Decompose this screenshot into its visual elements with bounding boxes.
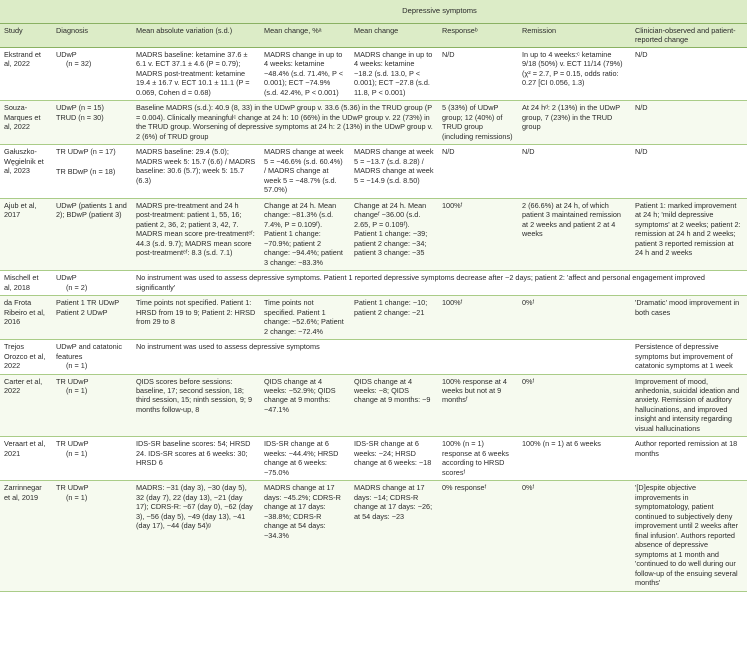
cell-remission: 0%ᶠ	[518, 296, 631, 340]
col-header-clinician: Clinician-observed and patient-reported change	[631, 24, 747, 48]
cell-pct-change: MADRS change in up to 4 weeks: ketamine −48.4% (s.d. 71.4%, P < 0.001); ECT −74.9% (s.d. 42.4%, P < 0.001)	[260, 47, 350, 100]
cell-mav: IDS-SR baseline scores: 54; HRSD 24. IDS-SR scores at 6 weeks: 30; HRSD 6	[132, 437, 260, 481]
cell-mav: Time points not specified. Patient 1: HRSD from 19 to 9; Patient 2: HRSD from 29 to 8	[132, 296, 260, 340]
cell-diagnosis	[52, 340, 132, 374]
diagnosis-line: Patient 1 TR UDwP	[56, 298, 120, 308]
diagnosis-line: TR BDwP (n = 18)	[56, 166, 116, 176]
table-row	[0, 296, 747, 340]
col-header-mean-change: Mean change	[350, 24, 438, 48]
cell-pct-change: IDS-SR change at 6 weeks: −44.4%; HRSD change at 6 weeks: −75.0%	[260, 437, 350, 481]
cell-clinician: '[D]espite objective improvements in symptomatology, patient continued to subjectively deny improvement until 2 weeks after final infusion'. Authors reported absence of depressive symptoms at 1 month and 'continued to do well during our follow-up of the ensuing several months'	[631, 481, 747, 591]
diagnosis-line: (n = 1)	[66, 448, 88, 458]
cell-response: 100%ᶠ	[438, 296, 518, 340]
cell-remission: 2 (66.6%) at 24 h, of which patient 3 maintained remission at 2 weeks and patient 2 at 4 weeks	[518, 198, 631, 270]
header-spacer	[52, 0, 132, 24]
cell-response: 0% responseᶠ	[438, 481, 518, 591]
table-row	[0, 340, 747, 374]
cell-response: 100% (n = 1) response at 6 weeks according to HRSD scoresᶠ	[438, 437, 518, 481]
cell-clinician: N/D	[631, 145, 747, 198]
cell-study: Ajub et al, 2017	[0, 198, 52, 270]
cell-mean-change: MADRS change at 17 days: −14; CDRS-R change at 17 days: −26; at 54 days: −23	[350, 481, 438, 591]
diagnosis-line: TR UDwP	[56, 439, 89, 449]
table-row	[0, 374, 747, 437]
cell-mean-change: MADRS change in up to 4 weeks: ketamine −18.2 (s.d. 13.0, P < 0.001); ECT −27.8 (s.d. 11.8, P < 0.001)	[350, 47, 438, 100]
cell-response: 5 (33%) of UDwP group; 12 (40%) of TRUD group (including remissions)	[438, 101, 518, 145]
cell-response: N/D	[438, 47, 518, 100]
cell-remission: At 24 hᵈ: 2 (13%) in the UDwP group, 7 (23%) in the TRUD group	[518, 101, 631, 145]
cell-study: da Frota Ribeiro et al, 2016	[0, 296, 52, 340]
cell-diagnosis	[52, 296, 132, 340]
cell-study: Zarrinnegar et al, 2019	[0, 481, 52, 591]
cell-clinician: N/D	[631, 47, 747, 100]
diagnosis-line: (n = 32)	[66, 59, 92, 69]
diagnosis-line: TR UDwP	[56, 483, 89, 493]
cell-pct-change: QIDS change at 4 weeks: −52.9%; QIDS change at 9 months: −47.1%	[260, 374, 350, 437]
cell-mav: Baseline MADRS (s.d.): 40.9 (8, 33) in the UDwP group v. 33.6 (5.36) in the TRUD group (P = 0.004). Clinically meaningfulᶜ change at 24 h: 10 (66%) in the UDwP group v. 22 (73%) in the TRUD group. Worsening of depressive symptoms at 24 h: 2 (13%) in the UDwP group v. 2 (6%) of TRUD group	[132, 101, 438, 145]
col-header-mav: Mean absolute variation (s.d.)	[132, 24, 260, 48]
cell-remission: N/D	[518, 145, 631, 198]
table-row	[0, 198, 747, 270]
diagnosis-line: Patient 2 UDwP	[56, 307, 108, 317]
col-header-response: Responseᵇ	[438, 24, 518, 48]
cell-study: Mischell et al, 2018	[0, 271, 52, 296]
cell-clinician: N/D	[631, 101, 747, 145]
cell-clinician: Author reported remission at 18 months	[631, 437, 747, 481]
diagnosis-line: (n = 2)	[66, 282, 88, 292]
cell-clinician: 'Dramatic' mood improvement in both cases	[631, 296, 747, 340]
header-group-label: Depressive symptoms	[132, 0, 747, 24]
cell-study: Carter et al, 2022	[0, 374, 52, 437]
cell-remission: In up to 4 weeks:ᶜ ketamine 9/18 (50%) v. ECT 11/14 (79%) (χ² = 2.7, P = 0.15, odds ratio: 0.27 [CI 0.056, 1.3)	[518, 47, 631, 100]
cell-span-note: No instrument was used to assess depressive symptoms. Patient 1 reported depressive symptoms decrease after ~2 days; patient 2: 'affect and personal engagement improved significantly'	[132, 271, 747, 296]
table-row	[0, 145, 747, 198]
cell-diagnosis	[52, 374, 132, 437]
cell-mean-change: MADRS change at week 5 = −13.7 (s.d. 8.28) / MADRS change at week 5 = −14.9 (s.d. 8.50)	[350, 145, 438, 198]
diagnosis-line: (n = 1)	[66, 492, 88, 502]
cell-diagnosis	[52, 437, 132, 481]
cell-mean-change: Change at 24 h. Mean changeᶠ −36.00 (s.d. 2.65, P = 0.109ᶠ). Patient 1 change: −39; patient 2 change: −34; patient 3 change: −35	[350, 198, 438, 270]
diagnosis-line: (n = 1)	[66, 361, 88, 371]
header-spacer	[0, 0, 52, 24]
diagnosis-line: TR UDwP	[56, 376, 89, 386]
cell-diagnosis	[52, 47, 132, 100]
cell-response: 100% response at 4 weeks but not at 9 monthsᶠ	[438, 374, 518, 437]
diagnosis-line: UDwP and catatonic features	[56, 342, 122, 361]
diagnosis-line: UDwP (n = 15)	[56, 103, 104, 113]
cell-mav: MADRS baseline: 29.4 (5.0); MADRS week 5: 15.7 (6.6) / MADRS baseline: 30.6 (5.7); week 5: 15.7 (6.3)	[132, 145, 260, 198]
table-row	[0, 271, 747, 296]
cell-diagnosis	[52, 145, 132, 198]
cell-response: N/D	[438, 145, 518, 198]
diagnosis-line: (n = 1)	[66, 385, 88, 395]
cell-mav: MADRS: ~31 (day 3), ~30 (day 5), 32 (day 7), 22 (day 13), ~21 (day 17); CDRS-R: ~67 (day 0), ~62 (day 3), ~56 (day 5), ~49 (day 13), ~41 (day 17), ~44 (day 54)ᵍ	[132, 481, 260, 591]
cell-clinician: Improvement of mood, anhedonia, suicidal ideation and anxiety. Remission of auditory hallucinations, and improved insight and intensity regarding visual hallucinations	[631, 374, 747, 437]
cell-diagnosis	[52, 481, 132, 591]
cell-diagnosis	[52, 101, 132, 145]
col-header-study: Study	[0, 24, 52, 48]
cell-diagnosis	[52, 271, 132, 296]
cell-study: Gałuszko-Węgielnik et al, 2023	[0, 145, 52, 198]
cell-remission: 0%ᶠ	[518, 481, 631, 591]
cell-pct-change: Change at 24 h. Mean change: −81.3% (s.d. 7.4%, P = 0.109ᶠ). Patient 1 change: −70.9%; patient 2 change: −94.4%; patient 3 change: −83.3%	[260, 198, 350, 270]
table-row	[0, 101, 747, 145]
header-column-row	[0, 24, 747, 48]
cell-mean-change: QIDS change at 4 weeks: −8; QIDS change at 9 months: −9	[350, 374, 438, 437]
cell-clinician: Persistence of depressive symptoms but improvement of catatonic symptoms at 1 week	[631, 340, 747, 374]
cell-study: Ekstrand et al, 2022	[0, 47, 52, 100]
cell-pct-change: MADRS change at week 5 = −46.6% (s.d. 60.4%) / MADRS change at week 5 = −48.7% (s.d. 57.0%)	[260, 145, 350, 198]
cell-study: Veraart et al, 2021	[0, 437, 52, 481]
diagnosis-line: TR UDwP (n = 17)	[56, 147, 116, 157]
cell-remission: 0%ᶠ	[518, 374, 631, 437]
cell-study: Souza-Marques et al, 2022	[0, 101, 52, 145]
diagnosis-line: UDwP	[56, 273, 77, 283]
cell-mav: MADRS pre-treatment and 24 h post-treatment: patient 1, 55, 16; patient 2, 36, 2; patient 3, 42, 7. MADRS mean score pre-treatmentᵉᶠ: 44.3 (s.d. 9.7); MADRS mean score post-treatmentᵉᶠ: 8.3 (s.d. 7.1)	[132, 198, 260, 270]
table-row	[0, 481, 747, 591]
cell-pct-change: MADRS change at 17 days: −45.2%; CDRS-R change at 17 days: −38.8%; CDRS-R change at 54 days: −34.3%	[260, 481, 350, 591]
cell-mean-change: Patient 1 change: −10; patient 2 change: −21	[350, 296, 438, 340]
diagnosis-line: UDwP	[56, 49, 77, 59]
col-header-pct-change: Mean change, %ᵃ	[260, 24, 350, 48]
cell-mav: QIDS scores before sessions: baseline, 17; second session, 18; third session, 15; ninth session, 9; 9 months follow-up, 8	[132, 374, 260, 437]
cell-span-note: No instrument was used to assess depressive symptoms	[132, 340, 631, 374]
diagnosis-line: TRUD (n = 30)	[56, 112, 104, 122]
cell-mav: MADRS baseline: ketamine 37.6 ± 6.1 v. ECT 37.1 ± 4.6 (P = 0.79); MADRS post-treatment: ketamine 19.4 ± 16.7 v. ECT 10.1 ± 11.1 (P = 0.069, Cohen d = 0.68)	[132, 47, 260, 100]
cell-study: Trejos Orozco et al, 2022	[0, 340, 52, 374]
cell-remission: 100% (n = 1) at 6 weeks	[518, 437, 631, 481]
cell-clinician: Patient 1: marked improvement at 24 h; 'mild depressive symptoms' at 2 weeks; patient 2: remission at 24 h and 2 weeks; patient 3 reported remission at 24 h and 2 weeks	[631, 198, 747, 270]
col-header-diagnosis: Diagnosis	[52, 24, 132, 48]
col-header-remission: Remission	[518, 24, 631, 48]
table-row	[0, 437, 747, 481]
header-group-row	[0, 0, 747, 24]
cell-response: 100%ᶠ	[438, 198, 518, 270]
cell-diagnosis: UDwP (patients 1 and 2); BDwP (patient 3)	[52, 198, 132, 270]
cell-pct-change: Time points not specified. Patient 1 change: −52.6%; Patient 2 change: −72.4%	[260, 296, 350, 340]
cell-mean-change: IDS-SR change at 6 weeks: −24; HRSD change at 6 weeks: −18	[350, 437, 438, 481]
table-row	[0, 47, 747, 100]
